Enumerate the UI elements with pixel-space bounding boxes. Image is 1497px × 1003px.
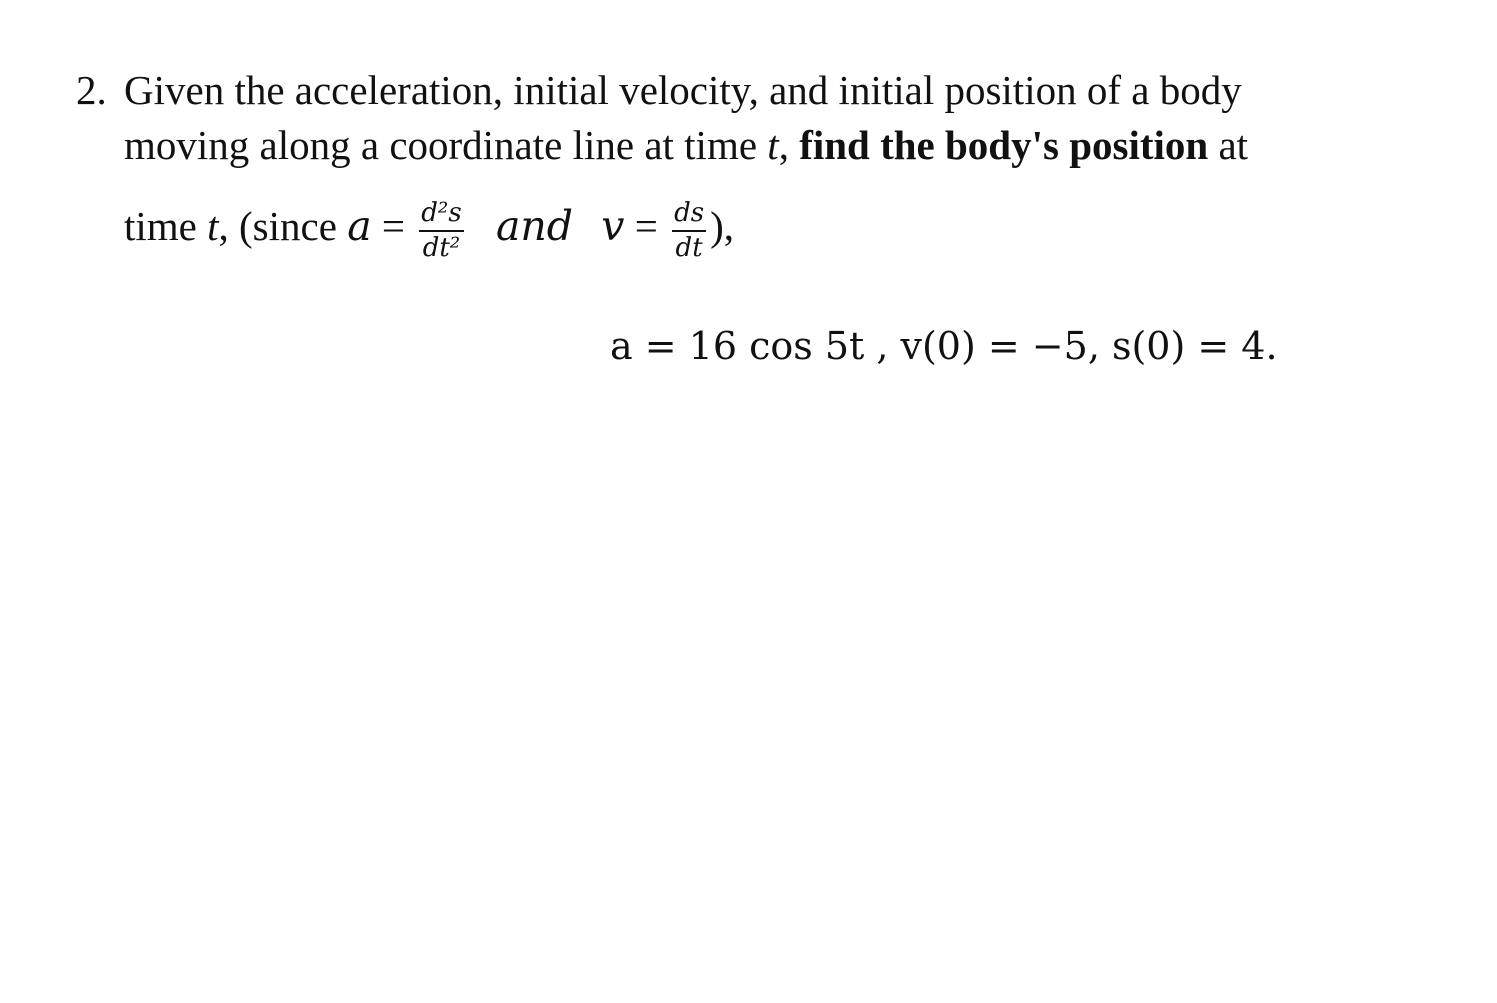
line2-text-c: at [1208, 122, 1249, 168]
time-variable: t [767, 122, 779, 168]
problem-line-1: Given the acceleration, initial velocity, and initial position of a body [124, 67, 1242, 113]
and-word: and [495, 202, 574, 250]
acceleration-variable: a [347, 202, 372, 250]
fraction-ds-dt [672, 199, 706, 262]
problem-line-3 [124, 199, 734, 262]
line3-text-b: , (since [218, 203, 348, 249]
given-conditions: a = 16 cos 5t , v(0) = −5, s(0) = 4. [610, 324, 1278, 368]
equals-2: = [624, 203, 669, 249]
time-variable-2: t [207, 203, 219, 249]
fraction-d2s-dt2 [419, 199, 463, 262]
line3-text-a: time [124, 203, 208, 249]
fraction-1-numerator: d²s [419, 199, 463, 232]
fraction-2-numerator: ds [672, 199, 706, 232]
line3-end: ), [710, 203, 734, 249]
equals-1: = [371, 203, 416, 249]
fraction-1-denominator: dt² [422, 232, 461, 263]
line2-text-a: moving along a coordinate line at time [124, 122, 768, 168]
velocity-variable: v [601, 202, 625, 250]
line2-text-b: , [778, 122, 800, 168]
problem-number: 2. [76, 67, 107, 113]
problem-line-2 [124, 122, 1249, 168]
bold-instruction: find the body's position [799, 122, 1209, 168]
fraction-2-denominator: dt [675, 232, 703, 263]
